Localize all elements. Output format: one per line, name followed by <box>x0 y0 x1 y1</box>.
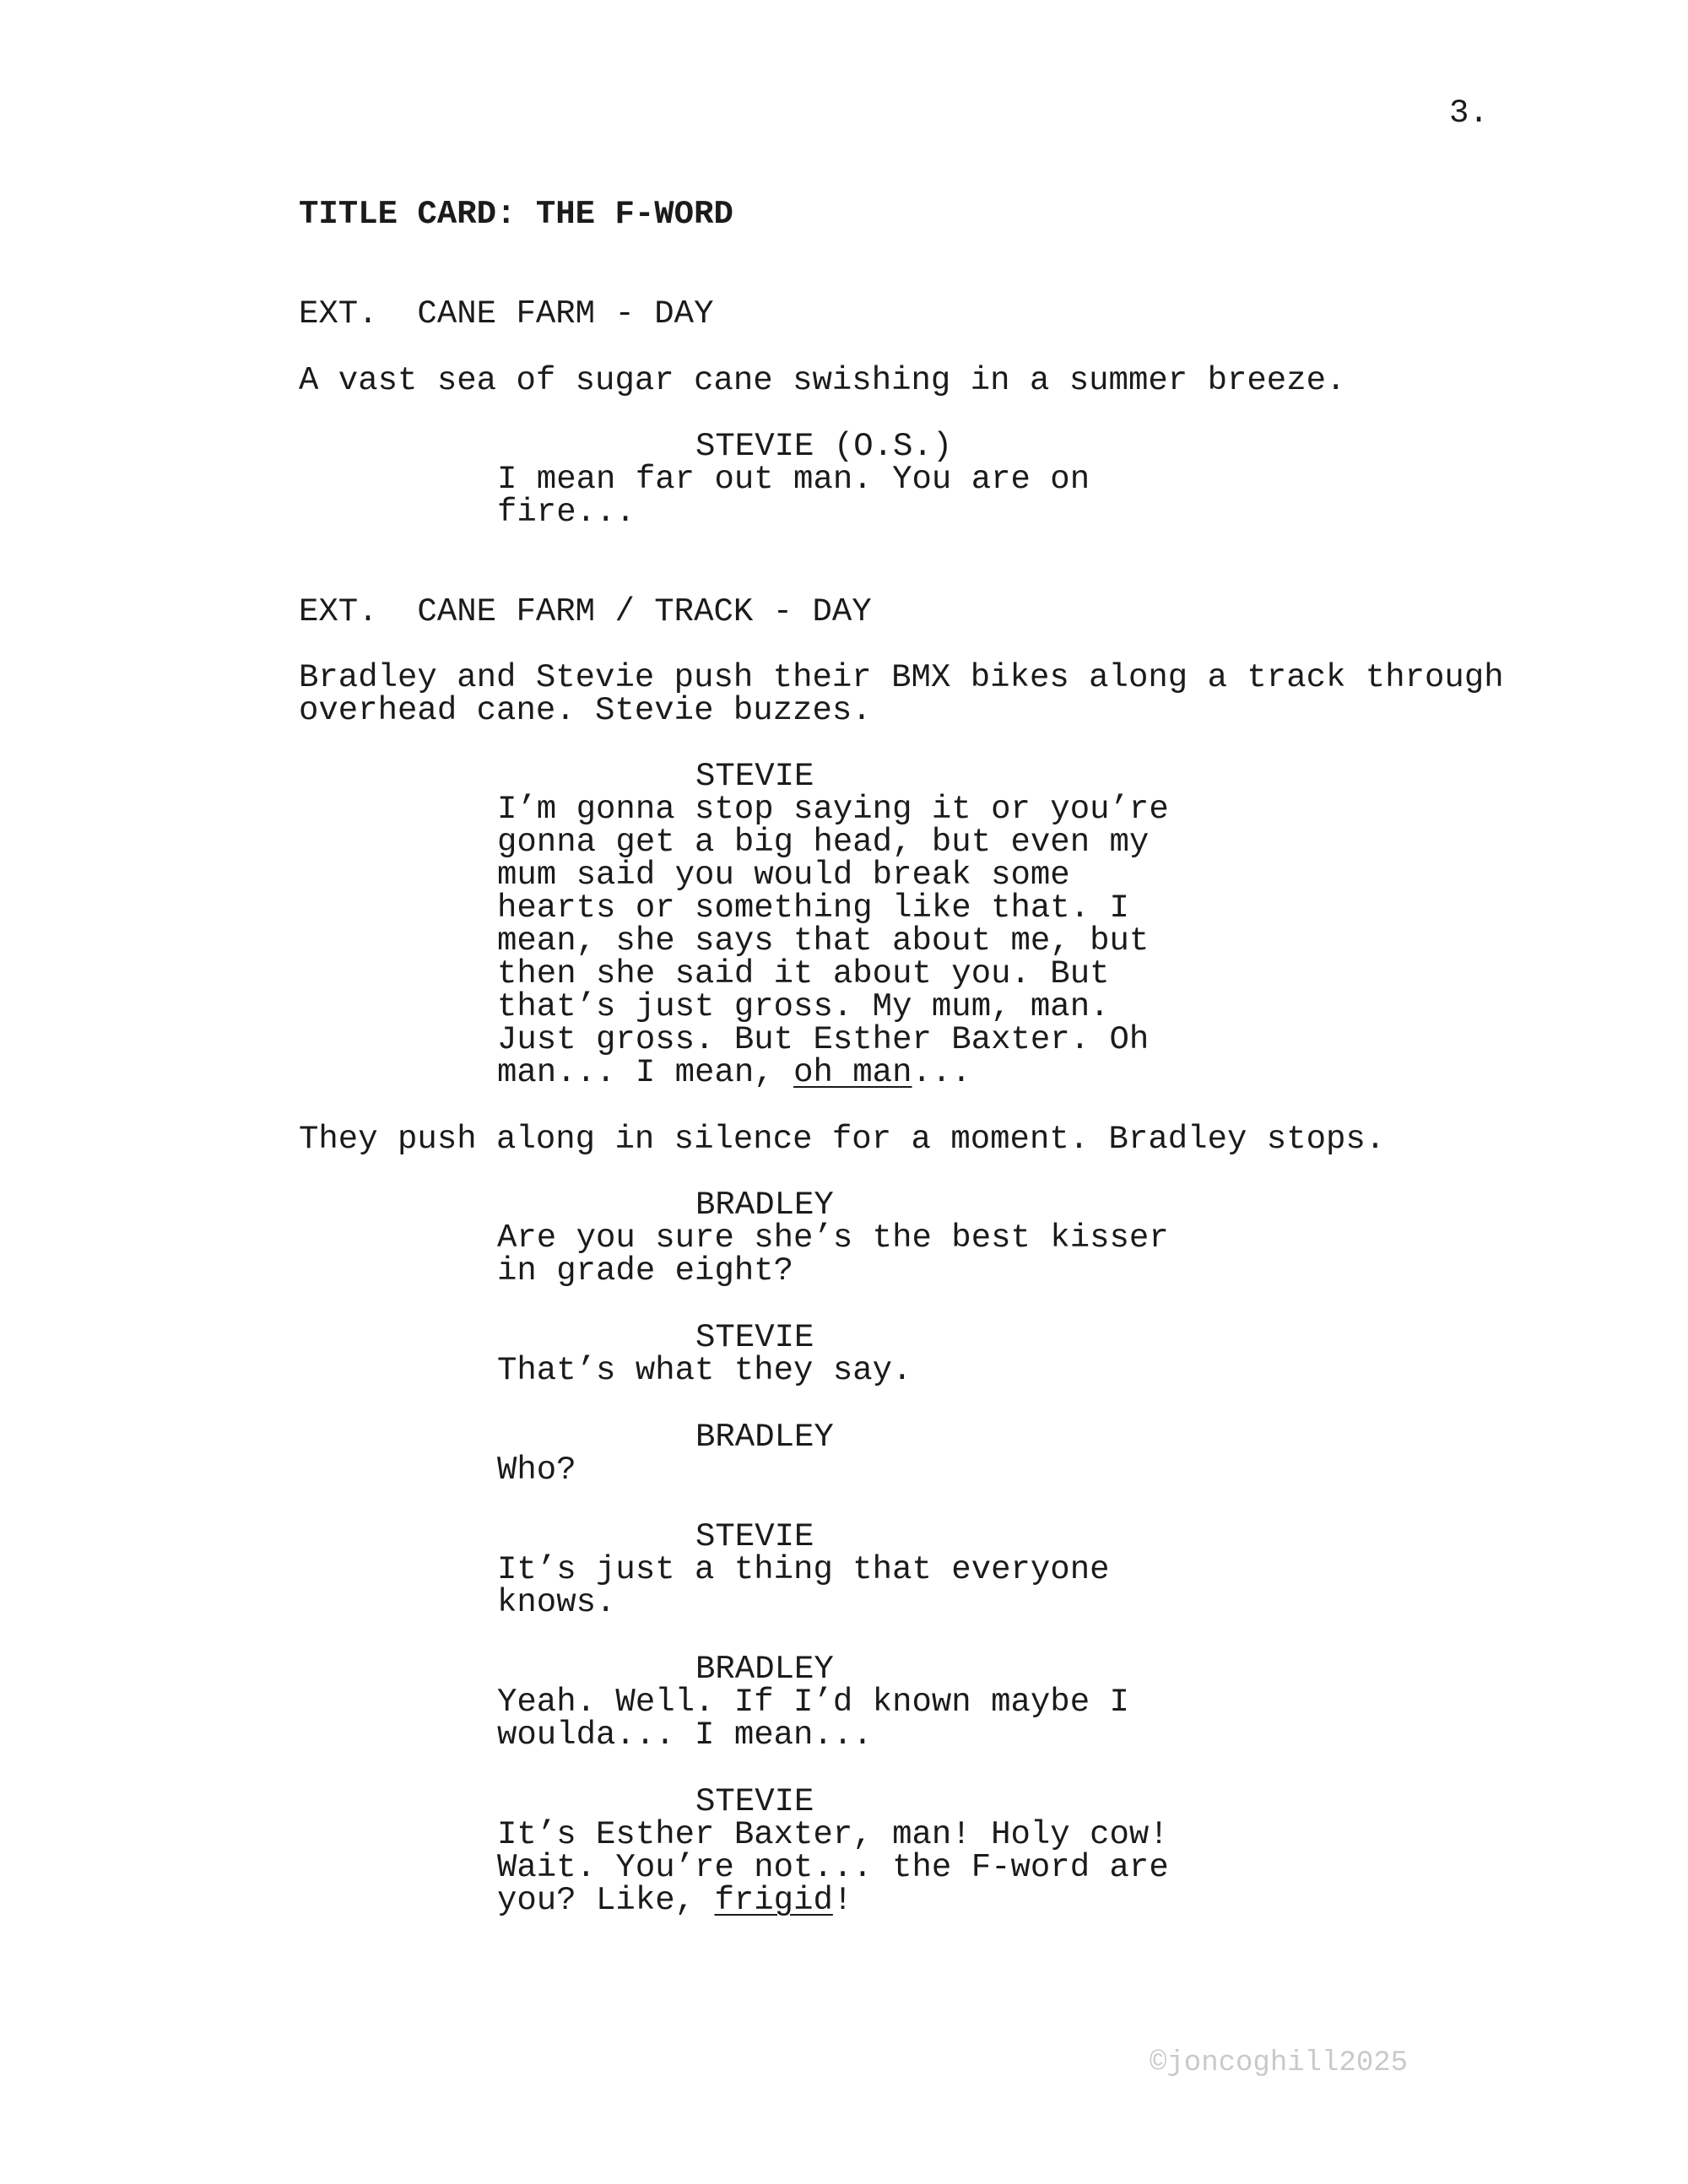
dialogue-line: Just gross. But Esther Baxter. Oh <box>497 1021 1150 1058</box>
dialogue-line: gonna get a big head, but even my <box>497 824 1150 861</box>
dialogue-line: Are you sure she’s the best kisser <box>497 1219 1169 1257</box>
scene-heading-2: EXT. CANE FARM / TRACK - DAY <box>299 593 872 630</box>
action-line: They push along in silence for a moment. Bradley stops. <box>299 1121 1386 1158</box>
dialogue-line: Yeah. Well. If I’d known maybe I <box>497 1684 1129 1721</box>
character-name: STEVIE (O.S.) <box>695 428 953 465</box>
character-name: STEVIE <box>695 1319 814 1356</box>
dialogue-line: knows. <box>497 1584 616 1621</box>
dialogue-line: that’s just gross. My mum, man. <box>497 988 1110 1025</box>
character-name: BRADLEY <box>695 1187 834 1224</box>
dialogue-line: I mean far out man. You are on <box>497 461 1090 498</box>
action-line: A vast sea of sugar cane swishing in a summer breeze. <box>299 362 1346 399</box>
dialogue-line: hearts or something like that. I <box>497 889 1129 927</box>
dialogue-line: mum said you would break some <box>497 857 1070 894</box>
dialogue-line: woulda... I mean... <box>497 1716 873 1754</box>
dialogue-line: fire... <box>497 494 636 531</box>
character-name: BRADLEY <box>695 1419 834 1456</box>
dialogue-line <box>497 1884 852 1918</box>
action-line: Bradley and Stevie push their BMX bikes along a track through <box>299 659 1504 696</box>
dialogue-line: It’s just a thing that everyone <box>497 1551 1110 1588</box>
dialogue-line: mean, she says that about me, but <box>497 922 1150 960</box>
action-line: overhead cane. Stevie buzzes. <box>299 692 872 729</box>
dialogue-text: ... <box>912 1054 971 1091</box>
underlined-emphasis: frigid <box>714 1882 833 1919</box>
dialogue-line: Who? <box>497 1451 576 1489</box>
underlined-emphasis: oh man <box>793 1054 912 1091</box>
page-number: 3. <box>1449 95 1489 132</box>
dialogue-text: you? Like, <box>497 1882 715 1919</box>
dialogue-line: Wait. You’re not... the F-word are <box>497 1849 1169 1886</box>
scene-heading-1: EXT. CANE FARM - DAY <box>299 295 714 332</box>
dialogue-text: man... I mean, <box>497 1054 794 1091</box>
dialogue-line <box>497 1054 971 1091</box>
dialogue-line: That’s what they say. <box>497 1352 912 1389</box>
title-card: TITLE CARD: THE F-WORD <box>299 196 733 233</box>
copyright-watermark: ©joncoghill2025 <box>1150 2047 1409 2079</box>
character-name: STEVIE <box>695 1518 814 1555</box>
dialogue-line: I’m gonna stop saying it or you’re <box>497 791 1169 828</box>
dialogue-line: then she said it about you. But <box>497 955 1110 992</box>
character-name: STEVIE <box>695 758 814 795</box>
dialogue-text: ! <box>832 1882 853 1919</box>
dialogue-line: in grade eight? <box>497 1252 794 1289</box>
character-name: BRADLEY <box>695 1651 834 1688</box>
dialogue-line: It’s Esther Baxter, man! Holy cow! <box>497 1816 1169 1853</box>
character-name: STEVIE <box>695 1783 814 1820</box>
